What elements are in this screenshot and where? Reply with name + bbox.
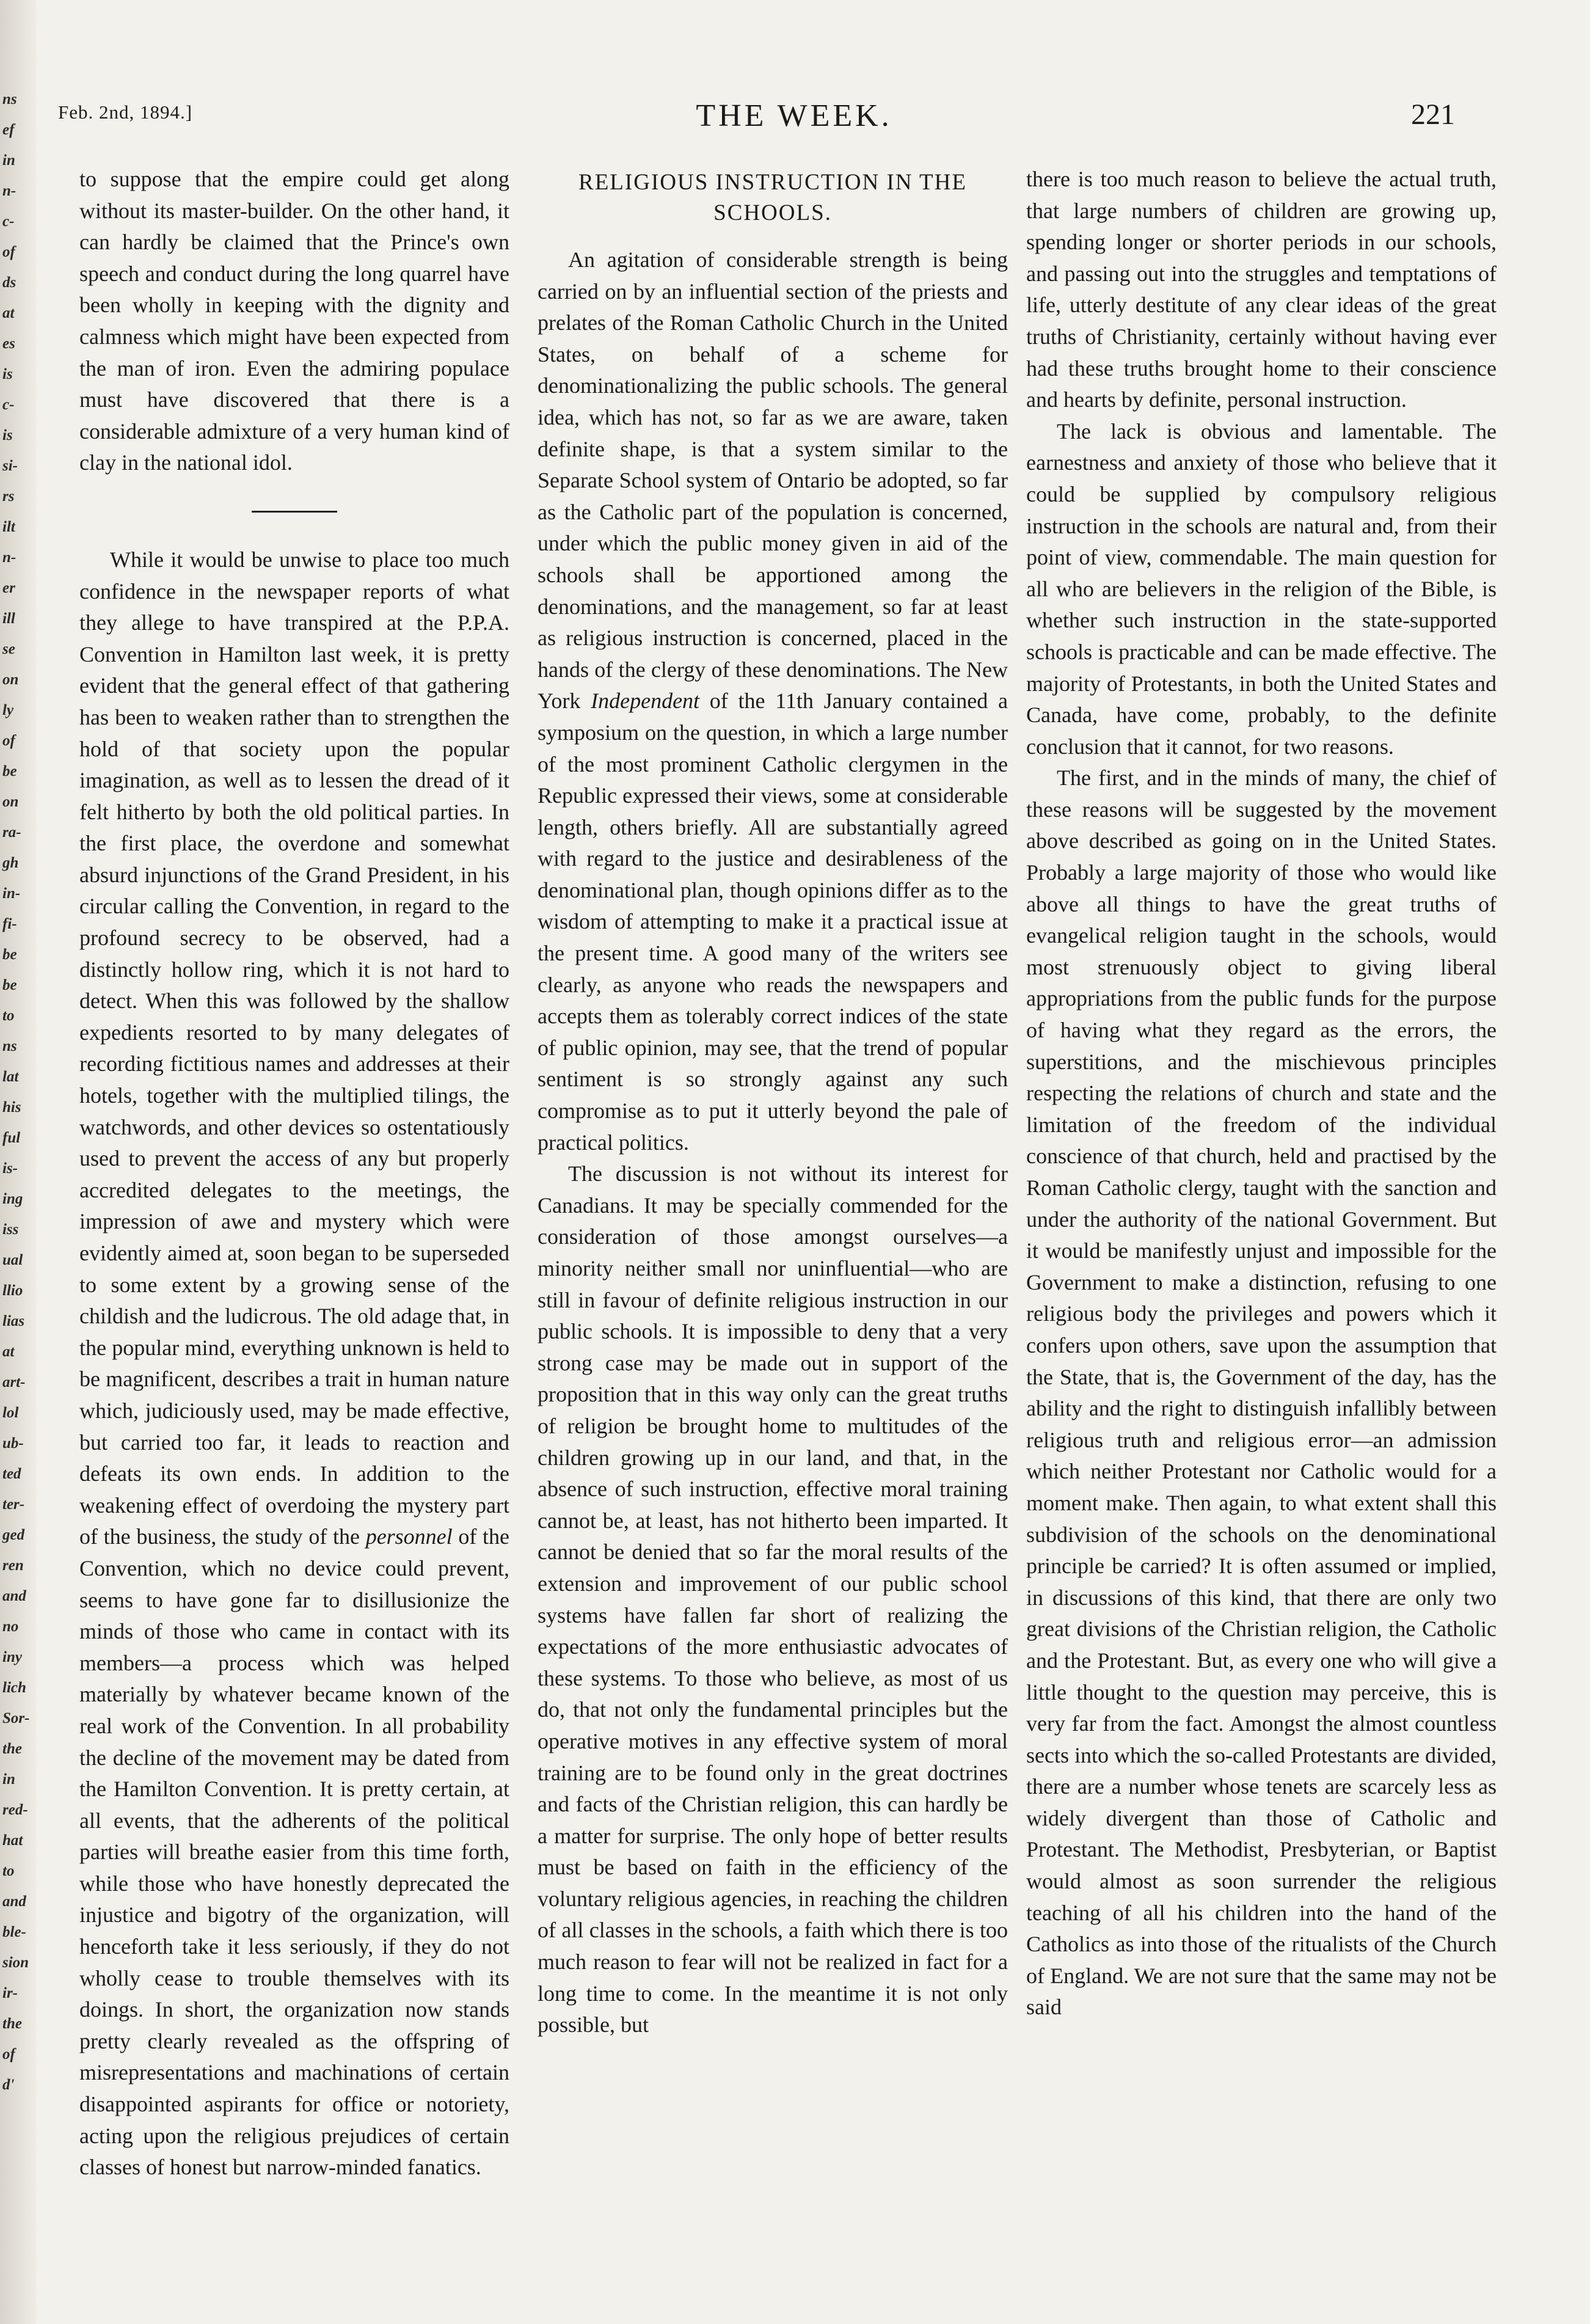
gutter-fragment: in (2, 152, 15, 169)
issue-date: Feb. 2nd, 1894.] (58, 101, 193, 123)
gutter-fragment: on (2, 671, 19, 688)
column-middle (538, 164, 1008, 2302)
gutter-fragment: ub- (2, 1435, 24, 1452)
gutter-fragment: ly (2, 702, 14, 718)
gutter-fragment: llio (2, 1282, 23, 1299)
gutter-fragment: lol (2, 1405, 19, 1421)
gutter-fragment: ble- (2, 1924, 26, 1940)
paragraph-discussion: The discussion is not without its interest for Canadians. It may be specially commended for the consideration of those amongst ourselves—a minority neither small nor uninfluential—who are still in favour of definite religious instruction in our public schools. It is impossible to deny that a very strong case may be made out in support of the proposition that in this way only can the great truths of religion be brought home to multitudes of the children growing up in our land, and that, in the absence of such instruction, effective moral training cannot be, at least, has not hitherto been imparted. It cannot be denied that so far the moral results of the extension and improvement of our public school systems have fallen far short of realizing the expectations of the more enthusiastic advocates of these systems. To those who believe, as most of us do, that not only the fundamental principles but the operative motives in any effective system of moral training are to be found only in the great doctrines and facts of the Christian religion, this can hardly be a matter for surprise. The only hope of better results must be based on faith in the efficiency of the voluntary religious agencies, in reaching the children of all classes in the schools, a faith which there is too much reason to fear will not be realized in fact for a long time to come. In the meantime it is not only possible, but (538, 1161, 1008, 2037)
gutter-fragment: ns (2, 1038, 17, 1054)
gutter-fragment: fi- (2, 916, 17, 932)
gutter-fragment: of (2, 733, 15, 749)
gutter-fragment: be (2, 977, 17, 993)
gutter-fragment: ful (2, 1130, 21, 1146)
gutter-fragment: be (2, 763, 17, 780)
gutter-fragment: is- (2, 1160, 18, 1177)
gutter-fragment: sion (2, 1954, 29, 1971)
gutter-fragment: ren (2, 1557, 24, 1574)
article-title (538, 167, 1008, 228)
gutter-fragment: c- (2, 213, 15, 230)
gutter-fragment: the (2, 1741, 22, 1757)
gutter-fragment: ged (2, 1527, 25, 1543)
italic-personnel: personnel (365, 1524, 453, 1549)
gutter-fragment: to (2, 1007, 15, 1024)
gutter-fragment: hat (2, 1832, 23, 1849)
gutter-fragment: ill (2, 610, 15, 627)
gutter-fragment: gh (2, 855, 19, 871)
gutter-fragment: iss (2, 1221, 19, 1238)
section-divider (252, 511, 337, 513)
gutter-fragment: ir- (2, 1985, 18, 2001)
gutter-fragment: ef (2, 122, 15, 138)
gutter-fragment: d' (2, 2077, 15, 2093)
page-number: 221 (1411, 98, 1455, 131)
gutter-fragment: on (2, 794, 19, 810)
gutter-fragment: at (2, 1343, 15, 1360)
gutter-fragment: and (2, 1588, 26, 1604)
gutter-fragment: es (2, 335, 15, 352)
gutter-fragment: is (2, 366, 13, 382)
gutter-fragment: n- (2, 183, 16, 199)
column-right (1026, 164, 1497, 2302)
gutter-fragment: lich (2, 1679, 26, 1696)
gutter-fragment: lias (2, 1313, 25, 1329)
gutter-fragment: Sor- (2, 1710, 30, 1727)
previous-page-gutter (0, 0, 37, 2324)
paragraph-ppa-convention: While it would be unwise to place too much confidence in the newspaper reports of what they allege to have transpired at the P.P.A. Convention in Hamilton last week, it is pretty evident that the general effect of that gathering has been to weaken rather than to strengthen the hold of that society upon the popular imagination, as well as to lessen the dread of it felt hitherto by both the old political parties. In the first place, the overdone and somewhat absurd injunctions of the Grand President, in his circular calling the Convention, in regard to the profound secrecy to be observed, had a distinctly hollow ring, which it is not hard to detect. When this was followed by the shallow expedients resorted to by many delegates of recording fictitious names and addresses at their hotels, together with the multiplied tilings, the watchwords, and other devices so ostentatiously used to prevent the access of any but properly accredited delegates to the meetings, the impression of awe and mystery which were evidently aimed at, soon began to be superseded to some extent by a growing sense of the childish and the ludicrous. The old adage that, in the popular mind, everything unknown is held to be magnificent, describes a trait in human nature which, judiciously used, may be made effective, but carried too far, it leads to reaction and defeats its own ends. In addition to the weakening effect of overdoing the mystery part of the business, the study of the personnel of the Convention, which no device could prevent, seems to have gone far to disillusionize the minds of those who came in contact with its members—a process which was helped materially by whatever became known of the real work of the Convention. In all probability the decline of the movement may be dated from the Hamilton Convention. It is pretty certain, at all events, that the adherents of the political parties will breathe easier from this time forth, while those who have honestly deprecated the injustice and bigotry of the organization, will henceforth take it less seriously, if they do not wholly cease to trouble themselves with its doings. In short, the organization now stands pretty clearly revealed as the offspring of misrepresentations and machinations of certain disappointed aspirants for office or notoriety, acting upon the religious prejudices of certain classes of honest but narrow-minded fanatics. (79, 547, 509, 2180)
page-header (0, 98, 1590, 153)
italic-independent: Independent (591, 689, 700, 714)
gutter-fragment: ual (2, 1252, 23, 1268)
gutter-fragment: art- (2, 1374, 26, 1390)
gutter-fragment: ilt (2, 519, 15, 535)
paragraph-agitation: An agitation of considerable strength is being carried on by an influential section of the priests and prelates of the Roman Catholic Church in the United States, on behalf of a scheme for denominationalizing the public schools. The general idea, which has not, so far as we are aware, taken definite shape, is that a system similar to the Separate School system of Ontario be adopted, so far as the Catholic part of the population is concerned, under which the public money given in aid of the schools shall be apportioned among the denominations, and the management, so far at least as religious instruction is concerned, placed in the hands of the clergy of these denominations. The New York Independent of the 11th January contained a symposium on the question, in which a large number of the most prominent Catholic clergymen in the Republic expressed their views, some at considerable length, others briefly. All are substantially agreed with regard to the justice and desirableness of the denominational plan, though opinions differ as to the wisdom of attempting to make it a practical issue at the present time. A good many of the writers see clearly, as anyone who reads the newspapers and accepts them as tolerably correct indices of the state of public opinion, may see, that the trend of popular sentiment is so strongly against any such compromise as to put it utterly beyond the pale of practical politics. (538, 247, 1008, 1155)
gutter-fragment: is (2, 427, 13, 444)
gutter-fragment: ra- (2, 824, 21, 841)
paragraph-first-reason: The first, and in the minds of many, the chief of these reasons will be suggested by the movement above described as going on in the United States. Probably a large majority of those who would like above all things to have the great truths of evangelical religion taught in the schools, would most strenuously object to giving liberal appropriations from the public funds for the purpose of having what they regard as the errors, the superstitions, and the mischievous principles respecting the relations of church and state and the limitation of the freedom of the individual conscience of that church, held and practised by the Roman Catholic clergy, taught with the sanction and under the authority of the national Government. But it would be manifestly unjust and impossible for the Government to make a distinction, refusing to one religious body the privileges and powers which it confers upon others, save upon the assumption that the State, that is, the Government of the day, has the ability and the right to distinguish infallibly between religious truth and religious error—an admission which neither Protestant nor Catholic would for a moment make. Then again, to what extent shall this subdivision of the schools on the denominational principle be carried? It is often assumed or implied, in discussions of this kind, that there are only two great divisions of the Christian religion, the Catholic and the Protestant. But, as every one who will give a little thought to the question may perceive, this is very far from the fact. Amongst the almost countless sects into which the so-called Protestants are divided, there are a number whose tenets are scarcely less as widely divergent than those of Catholic and Protestant. The Methodist, Presbyterian, or Baptist would almost as soon surrender the religious teaching of all his children into the hand of the Catholics as into those of the ritualists of the Church of England. We are not sure that the same may not be said (1026, 766, 1497, 2020)
gutter-fragment: to (2, 1863, 15, 1879)
gutter-fragment: c- (2, 396, 15, 413)
gutter-fragment: ted (2, 1466, 21, 1482)
gutter-fragment: of (2, 2046, 15, 2063)
gutter-fragment: ing (2, 1191, 23, 1207)
gutter-fragment: in (2, 1771, 15, 1788)
gutter-fragment: ter- (2, 1496, 25, 1513)
gutter-fragment: the (2, 2015, 22, 2032)
gutter-fragment: at (2, 305, 15, 321)
paragraph-continuation: there is too much reason to believe the actual truth, that large numbers of children are growing up, spending longer or shorter periods in our schools, and passing out into the struggles and temptations of life, utterly destitute of any clear ideas of the great truths of Christianity, certainly without having ever had these truths brought home to their conscience and hearts by definite, personal instruction. (1026, 167, 1497, 412)
gutter-fragment: no (2, 1618, 19, 1635)
gutter-fragment: se (2, 641, 15, 657)
gutter-fragment: of (2, 244, 15, 260)
article-title-line1: RELIGIOUS INSTRUCTION IN THE (578, 170, 967, 195)
gutter-fragment: iny (2, 1649, 22, 1665)
gutter-fragment: si- (2, 458, 18, 474)
gutter-fragment: his (2, 1099, 21, 1116)
gutter-fragment: lat (2, 1069, 19, 1085)
paragraph-bismarck-continuation: to suppose that the empire could get along without its master-builder. On the other hand, it can hardly be claimed that the Prince's own speech and conduct during the long quarrel have been wholly in keeping with the dignity and calmness which might have been expected from the man of iron. Even the admiring populace must have discovered that there is a considerable admixture of a very human kind of clay in the national idol. (79, 167, 509, 475)
publication-title: THE WEEK. (696, 98, 892, 133)
paragraph-lack: The lack is obvious and lamentable. The earnestness and anxiety of those who believe that it could be supplied by compulsory religious instruction in the schools are natural and, from their point of view, commendable. The main question for all who are believers in the religion of the Bible, is whether such instruction in the state-supported schools is practicable and can be made effective. The majority of Protestants, in both the United States and Canada, have come, probably, to the definite conclusion that it cannot, for two reasons. (1026, 418, 1497, 759)
gutter-fragment: rs (2, 488, 15, 505)
gutter-fragment: ds (2, 274, 16, 291)
gutter-fragment: and (2, 1893, 26, 1910)
gutter-fragment: red- (2, 1802, 28, 1818)
article-title-line2: SCHOOLS. (713, 200, 832, 225)
column-left (79, 164, 509, 2302)
gutter-fragment: be (2, 946, 17, 963)
gutter-fragment: ns (2, 91, 17, 108)
gutter-fragment: n- (2, 549, 16, 566)
gutter-fragment: in- (2, 885, 21, 902)
gutter-fragment: er (2, 580, 15, 596)
